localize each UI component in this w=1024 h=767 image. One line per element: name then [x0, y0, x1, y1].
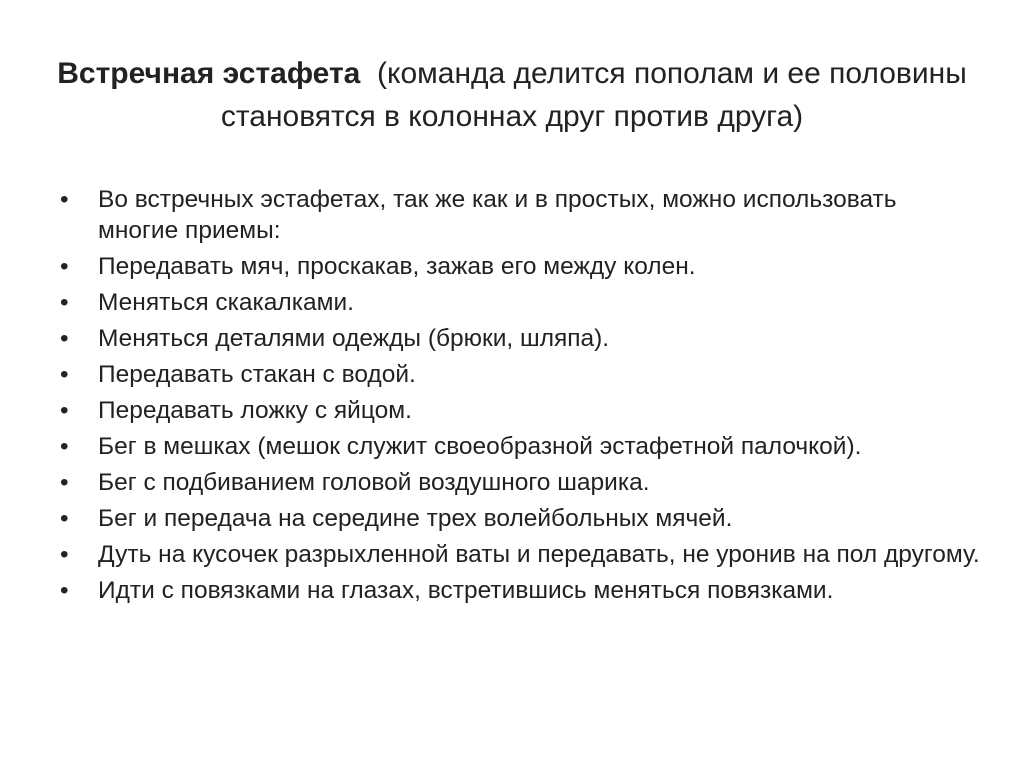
bullet-icon: • [60, 397, 69, 424]
bullet-icon: • [60, 541, 69, 568]
list-item-text: Бег в мешках (мешок служит своеобразной эстафетной палочкой). [98, 433, 862, 460]
bullet-icon: • [60, 253, 69, 280]
bullet-icon: • [60, 186, 69, 213]
list-item [60, 359, 980, 390]
list-item-text: Меняться деталями одежды (брюки, шляпа). [98, 325, 610, 352]
bullet-icon: • [60, 325, 69, 352]
list-item [60, 395, 980, 426]
list-item-text: Бег с подбиванием головой воздушного шарика. [98, 469, 650, 496]
list-item-text: Передавать ложку с яйцом. [98, 397, 412, 424]
bullet-icon: • [60, 289, 69, 316]
list-item [60, 287, 980, 318]
list-item [60, 184, 980, 246]
slide-title-rest: (команда делится пополам и ее половины становятся в колоннах друг против друга) [220, 57, 967, 133]
list-item-text: Во встречных эстафетах, так же как и в простых, можно использовать многие приемы: [98, 186, 897, 244]
list-item-text: Дуть на кусочек разрыхленной ваты и передавать, не уронив на пол другому. [98, 541, 980, 568]
list-item-text: Передавать мяч, проскакав, зажав его между колен. [98, 253, 696, 280]
bullet-icon: • [60, 505, 69, 532]
bullet-icon: • [60, 433, 69, 460]
list-item [60, 251, 980, 282]
list-item-text: Передавать стакан с водой. [98, 361, 416, 388]
list-item [60, 323, 980, 354]
list-item [60, 503, 980, 534]
list-item [60, 431, 980, 462]
list-item-text: Идти с повязками на глазах, встретившись меняться повязками. [98, 577, 834, 604]
list-item-text: Меняться скакалками. [98, 289, 354, 316]
bullet-icon: • [60, 577, 69, 604]
list-item [60, 539, 980, 570]
list-item-text: Бег и передача на середине трех волейбольных мячей. [98, 505, 733, 532]
bullet-icon: • [60, 469, 69, 496]
list-item [60, 575, 980, 606]
slide-title [40, 52, 984, 138]
bullet-list [60, 184, 980, 611]
slide-title-bold: Встречная эстафета [57, 57, 361, 90]
list-item [60, 467, 980, 498]
bullet-icon: • [60, 361, 69, 388]
